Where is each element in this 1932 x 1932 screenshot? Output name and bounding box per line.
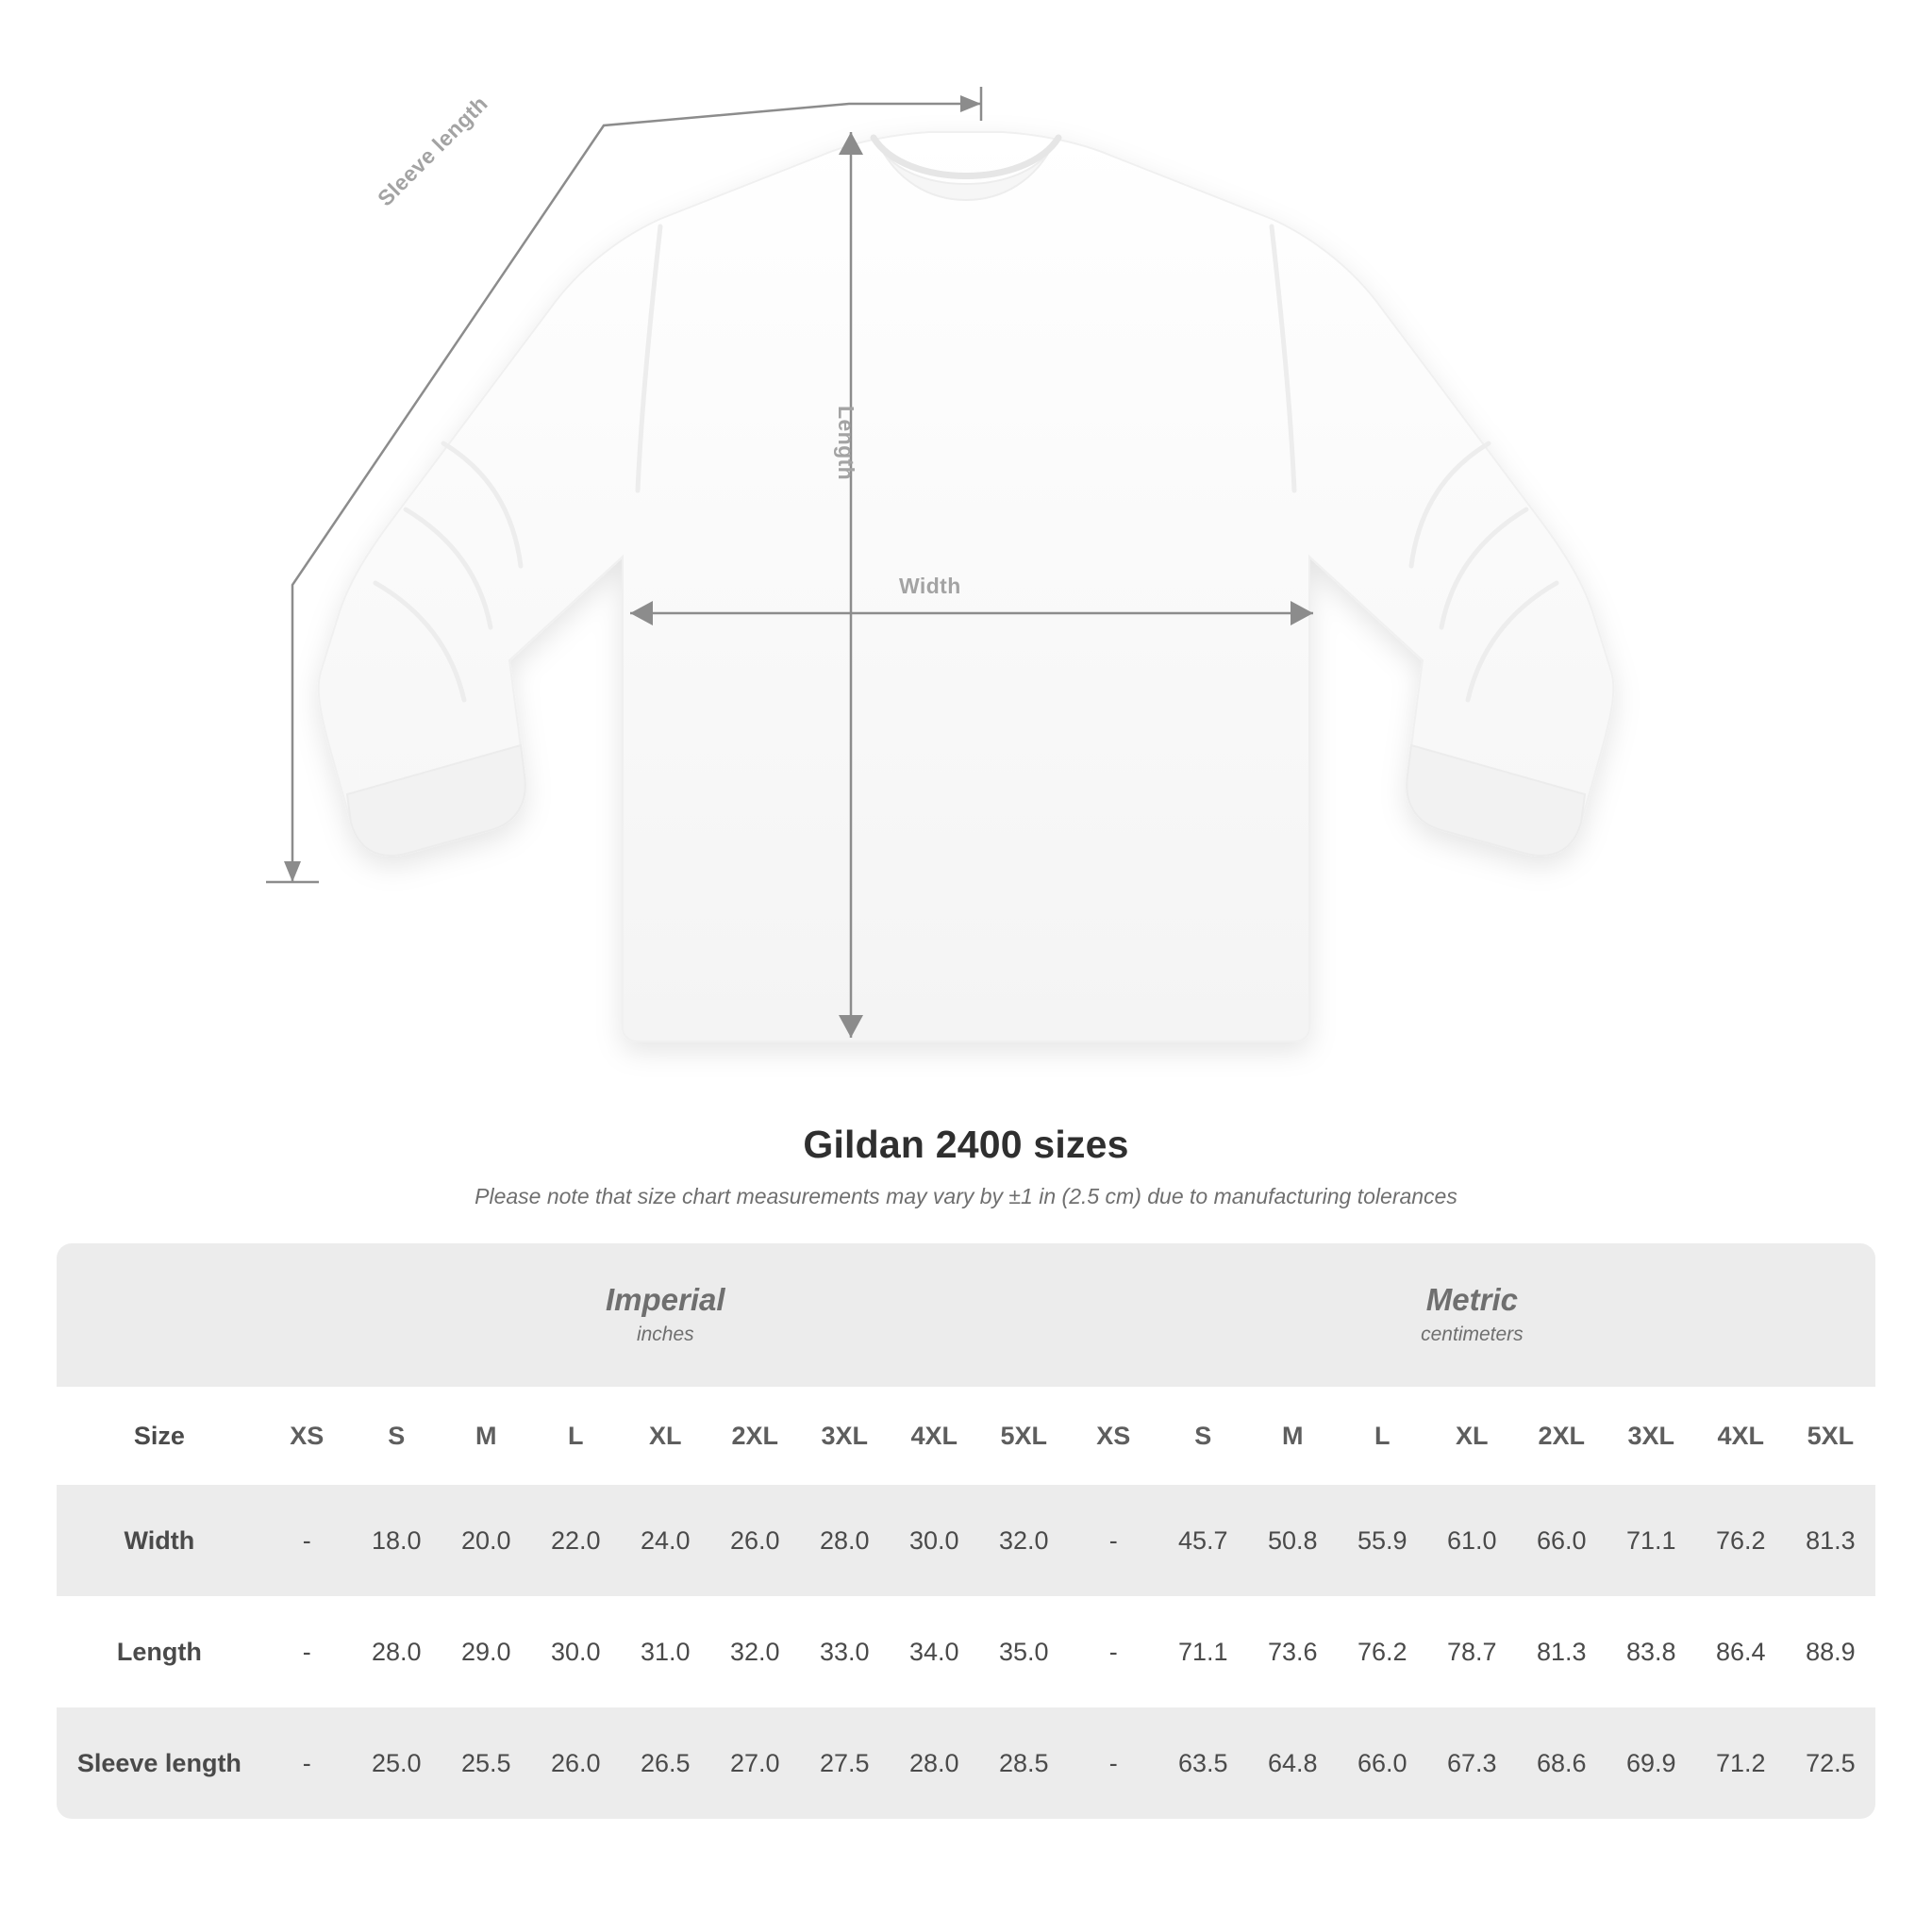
cell-width-metric-l: 55.9 xyxy=(1338,1485,1427,1596)
cell-width-imperial-4xl: 30.0 xyxy=(890,1485,979,1596)
cell-width-imperial-l: 22.0 xyxy=(531,1485,621,1596)
cell-sleeve-metric-l: 66.0 xyxy=(1338,1707,1427,1819)
cell-sleeve-metric-4xl: 71.2 xyxy=(1696,1707,1786,1819)
cell-length-metric-l: 76.2 xyxy=(1338,1596,1427,1707)
cell-width-metric-m: 50.8 xyxy=(1248,1485,1338,1596)
size-header-imperial-xs: XS xyxy=(262,1387,352,1485)
cell-length-imperial-s: 28.0 xyxy=(352,1596,441,1707)
unit-sub-metric: centimeters xyxy=(1421,1323,1524,1345)
cell-width-imperial-2xl: 26.0 xyxy=(710,1485,800,1596)
cell-width-imperial-m: 20.0 xyxy=(441,1485,531,1596)
cell-length-imperial-2xl: 32.0 xyxy=(710,1596,800,1707)
cell-sleeve-metric-xs: - xyxy=(1069,1707,1158,1819)
size-header-imperial-xl: XL xyxy=(621,1387,710,1485)
cell-length-imperial-l: 30.0 xyxy=(531,1596,621,1707)
cell-width-metric-2xl: 66.0 xyxy=(1517,1485,1607,1596)
unit-sub-imperial: inches xyxy=(636,1323,694,1345)
cell-sleeve-imperial-m: 25.5 xyxy=(441,1707,531,1819)
sleeve-length-label: Sleeve length xyxy=(373,91,492,211)
cell-sleeve-metric-5xl: 72.5 xyxy=(1786,1707,1875,1819)
cell-sleeve-metric-m: 64.8 xyxy=(1248,1707,1338,1819)
cell-length-metric-xl: 78.7 xyxy=(1427,1596,1517,1707)
cell-width-metric-s: 45.7 xyxy=(1158,1485,1248,1596)
cell-width-metric-xl: 61.0 xyxy=(1427,1485,1517,1596)
cell-sleeve-metric-3xl: 69.9 xyxy=(1607,1707,1696,1819)
unit-name-imperial: Imperial xyxy=(606,1281,725,1317)
size-table-container xyxy=(57,1243,1875,1819)
cell-length-metric-3xl: 83.8 xyxy=(1607,1596,1696,1707)
cell-width-imperial-xs: - xyxy=(262,1485,352,1596)
cell-length-imperial-3xl: 33.0 xyxy=(800,1596,890,1707)
size-header-imperial-4xl: 4XL xyxy=(890,1387,979,1485)
size-header-metric-3xl: 3XL xyxy=(1607,1387,1696,1485)
cell-length-imperial-m: 29.0 xyxy=(441,1596,531,1707)
shirt-shape xyxy=(319,132,1614,1041)
cell-sleeve-metric-xl: 67.3 xyxy=(1427,1707,1517,1819)
cell-sleeve-imperial-l: 26.0 xyxy=(531,1707,621,1819)
row-label-length: Length xyxy=(57,1596,262,1707)
size-header-imperial-l: L xyxy=(531,1387,621,1485)
cell-width-imperial-5xl: 32.0 xyxy=(979,1485,1069,1596)
cell-length-imperial-5xl: 35.0 xyxy=(979,1596,1069,1707)
tolerance-note: Please note that size chart measurements may vary by ±1 in (2.5 cm) due to manufacturing tolerances xyxy=(475,1184,1457,1208)
size-header-metric-l: L xyxy=(1338,1387,1427,1485)
row-label-width: Width xyxy=(57,1485,262,1596)
table-row xyxy=(57,1596,1875,1707)
size-header-imperial-2xl: 2XL xyxy=(710,1387,800,1485)
cell-sleeve-imperial-3xl: 27.5 xyxy=(800,1707,890,1819)
size-header-metric-4xl: 4XL xyxy=(1696,1387,1786,1485)
cell-width-imperial-3xl: 28.0 xyxy=(800,1485,890,1596)
unit-name-metric: Metric xyxy=(1425,1281,1518,1317)
width-label: Width xyxy=(899,574,961,598)
cell-sleeve-imperial-xs: - xyxy=(262,1707,352,1819)
size-header-imperial-m: M xyxy=(441,1387,531,1485)
cell-width-metric-3xl: 71.1 xyxy=(1607,1485,1696,1596)
unit-header-row xyxy=(57,1243,1875,1387)
size-header-row xyxy=(57,1387,1875,1485)
cell-width-imperial-s: 18.0 xyxy=(352,1485,441,1596)
size-header-label: Size xyxy=(57,1387,262,1485)
cell-width-metric-4xl: 76.2 xyxy=(1696,1485,1786,1596)
cell-length-metric-4xl: 86.4 xyxy=(1696,1596,1786,1707)
chart-heading xyxy=(0,1123,1932,1209)
length-label: Length xyxy=(834,406,858,481)
unit-group-metric xyxy=(1069,1243,1875,1387)
cell-sleeve-imperial-xl: 26.5 xyxy=(621,1707,710,1819)
cell-length-metric-5xl: 88.9 xyxy=(1786,1596,1875,1707)
unit-group-imperial xyxy=(262,1243,1069,1387)
cell-sleeve-metric-2xl: 68.6 xyxy=(1517,1707,1607,1819)
size-header-metric-xl: XL xyxy=(1427,1387,1517,1485)
size-header-imperial-5xl: 5XL xyxy=(979,1387,1069,1485)
cell-width-metric-xs: - xyxy=(1069,1485,1158,1596)
cell-sleeve-metric-s: 63.5 xyxy=(1158,1707,1248,1819)
size-table xyxy=(57,1243,1875,1819)
table-row xyxy=(57,1707,1875,1819)
cell-length-imperial-xs: - xyxy=(262,1596,352,1707)
cell-width-imperial-xl: 24.0 xyxy=(621,1485,710,1596)
size-header-metric-2xl: 2XL xyxy=(1517,1387,1607,1485)
cell-sleeve-imperial-s: 25.0 xyxy=(352,1707,441,1819)
table-row xyxy=(57,1485,1875,1596)
cell-length-imperial-xl: 31.0 xyxy=(621,1596,710,1707)
cell-length-imperial-4xl: 34.0 xyxy=(890,1596,979,1707)
cell-length-metric-xs: - xyxy=(1069,1596,1158,1707)
cell-sleeve-imperial-4xl: 28.0 xyxy=(890,1707,979,1819)
size-header-imperial-3xl: 3XL xyxy=(800,1387,890,1485)
cell-width-metric-5xl: 81.3 xyxy=(1786,1485,1875,1596)
cell-sleeve-imperial-5xl: 28.5 xyxy=(979,1707,1069,1819)
cell-length-metric-2xl: 81.3 xyxy=(1517,1596,1607,1707)
size-header-metric-xs: XS xyxy=(1069,1387,1158,1485)
row-label-sleeve-length: Sleeve length xyxy=(57,1707,262,1819)
cell-length-metric-m: 73.6 xyxy=(1248,1596,1338,1707)
size-header-imperial-s: S xyxy=(352,1387,441,1485)
cell-length-metric-s: 71.1 xyxy=(1158,1596,1248,1707)
size-header-metric-5xl: 5XL xyxy=(1786,1387,1875,1485)
unit-header-spacer xyxy=(57,1243,262,1387)
page-title: Gildan 2400 sizes xyxy=(803,1123,1129,1166)
size-header-metric-s: S xyxy=(1158,1387,1248,1485)
size-header-metric-m: M xyxy=(1248,1387,1338,1485)
cell-sleeve-imperial-2xl: 27.0 xyxy=(710,1707,800,1819)
